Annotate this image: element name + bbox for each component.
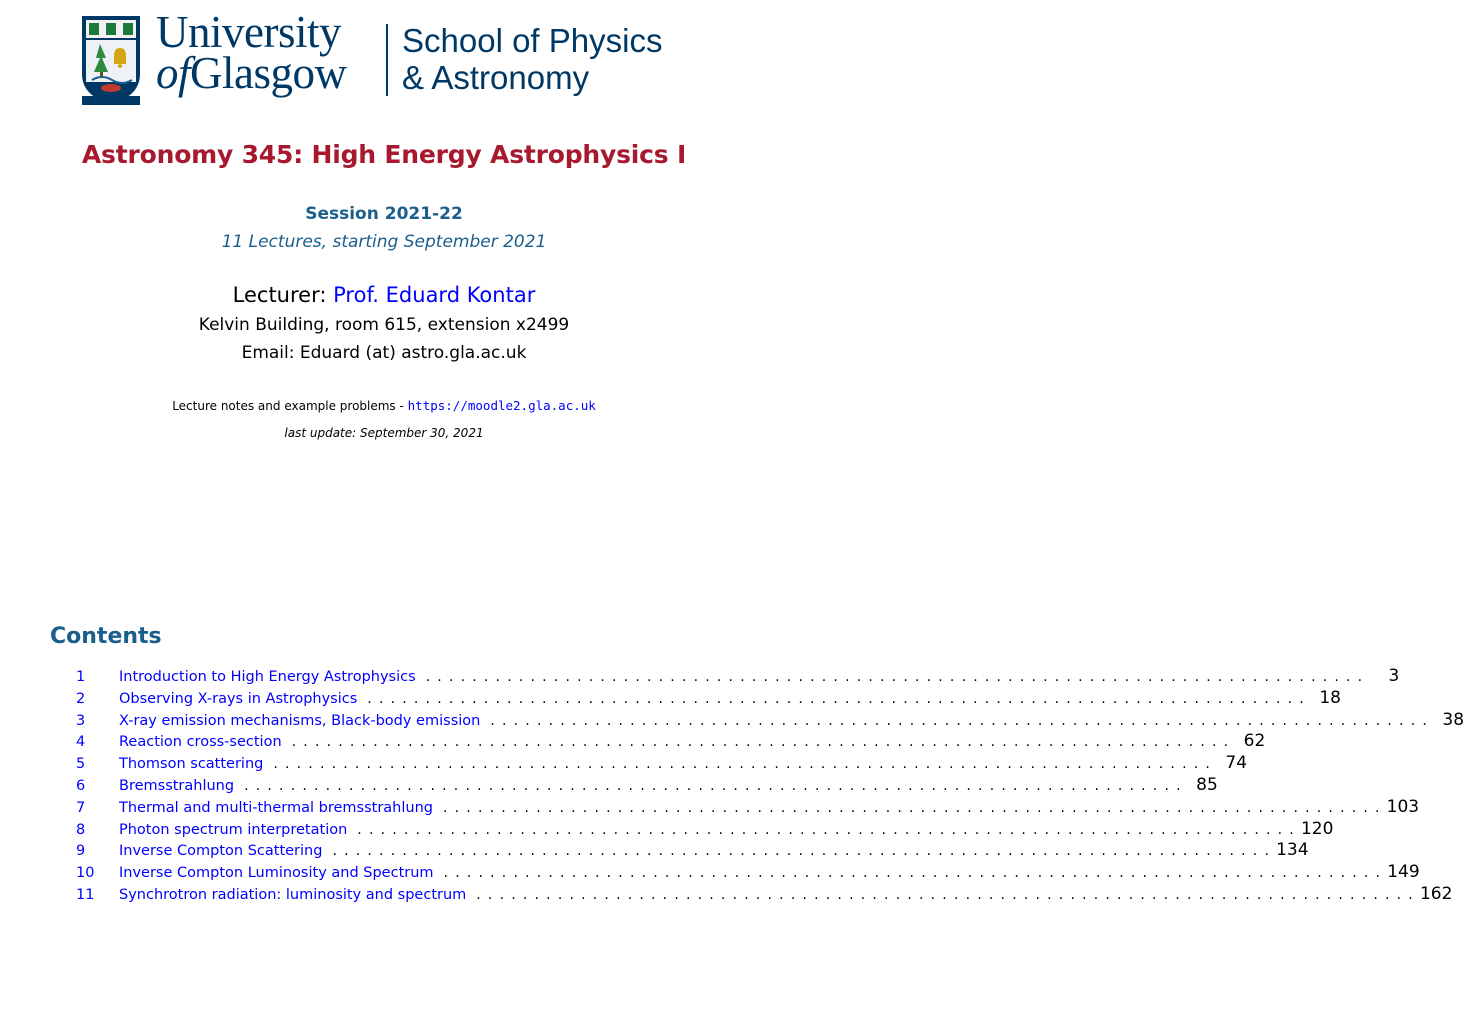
toc-page: 162 <box>1419 883 1453 904</box>
toc-leader: ................................................................................. <box>332 843 1277 860</box>
course-title: Astronomy 345: High Energy Astrophysics I <box>81 140 687 169</box>
toc-page: 3 <box>1388 666 1400 686</box>
toc-leader: ................................................................................. <box>476 886 1420 903</box>
toc-item[interactable] <box>50 666 1400 688</box>
toc-item[interactable] <box>50 796 1420 819</box>
toc-title-link[interactable]: Synchrotron radiation: luminosity and spectrum <box>119 886 467 903</box>
toc-number: 10 <box>76 865 95 882</box>
toc-leader: ................................................................................. <box>443 865 1388 882</box>
page-header <box>80 7 700 108</box>
header-divider <box>386 24 388 96</box>
toc-leader: ................................................................................. <box>490 712 1435 729</box>
table-of-contents <box>50 666 1464 906</box>
university-line1: University <box>156 7 341 57</box>
toc-title-link[interactable]: Inverse Compton Scattering <box>119 843 323 860</box>
toc-item[interactable] <box>50 862 1420 884</box>
toc-title-link[interactable]: Inverse Compton Luminosity and Spectrum <box>119 865 434 882</box>
toc-leader: ................................................................................. <box>357 821 1301 838</box>
toc-leader: ................................................................................. <box>443 799 1387 816</box>
school-name <box>402 22 662 96</box>
school-line2: & Astronomy <box>402 59 590 96</box>
toc-number: 6 <box>76 777 86 794</box>
course-session: Session 2021-22 <box>305 204 463 224</box>
toc-title-link[interactable]: Thomson scattering <box>119 756 264 773</box>
toc-item[interactable] <box>50 731 1266 753</box>
toc-item[interactable] <box>50 883 1453 906</box>
university-glasgow: Glasgow <box>190 48 347 98</box>
moodle-link[interactable]: https://moodle2.gla.ac.uk <box>407 398 596 413</box>
toc-title-link[interactable]: Thermal and multi-thermal bremsstrahlung <box>119 799 433 816</box>
toc-title-link[interactable]: Reaction cross-section <box>119 734 282 751</box>
toc-number: 2 <box>76 690 86 707</box>
toc-title-link[interactable]: Observing X-rays in Astrophysics <box>119 690 358 707</box>
toc-number: 9 <box>76 843 86 860</box>
toc-page: 85 <box>1196 774 1218 795</box>
toc-leader: ................................................................................. <box>244 777 1188 794</box>
toc-leader: ................................................................................. <box>291 734 1236 751</box>
toc-item[interactable] <box>50 774 1218 797</box>
toc-title-link[interactable]: Bremsstrahlung <box>119 777 235 794</box>
toc-page: 62 <box>1243 731 1266 752</box>
lecturer-email: Email: Eduard (at) astro.gla.ac.uk <box>241 343 527 363</box>
toc-page: 134 <box>1276 840 1309 861</box>
toc-title-link[interactable]: Photon spectrum interpretation <box>119 821 348 838</box>
toc-page: 18 <box>1319 687 1341 708</box>
contents-heading: Contents <box>50 624 162 649</box>
toc-number: 1 <box>76 669 86 685</box>
toc-number: 5 <box>76 756 86 773</box>
toc-item[interactable] <box>50 840 1309 862</box>
school-line1: School of Physics <box>402 22 663 59</box>
toc-leader: ................................................................................. <box>367 690 1311 707</box>
lecturer-line <box>0 283 768 307</box>
toc-page: 74 <box>1225 753 1248 774</box>
lecturer-name-link[interactable]: Prof. Eduard Kontar <box>333 283 536 307</box>
toc-number: 3 <box>76 712 86 729</box>
toc-leader: ................................................................................. <box>273 756 1218 773</box>
lecturer-label: Lecturer: <box>232 283 327 307</box>
university-of: of <box>156 48 191 98</box>
toc-title-link[interactable]: X-ray emission mechanisms, Black-body emission <box>119 712 481 729</box>
lecturer-address: Kelvin Building, room 615, extension x2499 <box>198 315 570 335</box>
toc-page: 120 <box>1300 818 1334 839</box>
toc-title-link[interactable]: Introduction to High Energy Astrophysics <box>119 669 416 685</box>
toc-number: 11 <box>76 886 95 903</box>
toc-number: 7 <box>76 799 86 816</box>
toc-item[interactable] <box>50 753 1248 775</box>
lecture-notes-line <box>0 398 768 413</box>
toc-page: 103 <box>1386 796 1420 817</box>
toc-page: 38 <box>1442 709 1464 730</box>
university-line2 <box>156 48 347 98</box>
university-crest-icon <box>80 14 142 106</box>
last-update: last update: September 30, 2021 <box>284 426 484 440</box>
toc-page: 149 <box>1387 862 1420 883</box>
toc-item[interactable] <box>50 709 1464 732</box>
lecture-notes-text: Lecture notes and example problems - <box>172 399 404 413</box>
toc-number: 8 <box>76 821 86 838</box>
toc-item[interactable] <box>50 687 1341 710</box>
course-lectures: 11 Lectures, starting September 2021 <box>221 232 547 252</box>
university-wordmark <box>156 7 347 98</box>
toc-leader: ................................................................................. <box>425 669 1370 685</box>
toc-item[interactable] <box>50 818 1334 841</box>
toc-number: 4 <box>76 734 86 751</box>
